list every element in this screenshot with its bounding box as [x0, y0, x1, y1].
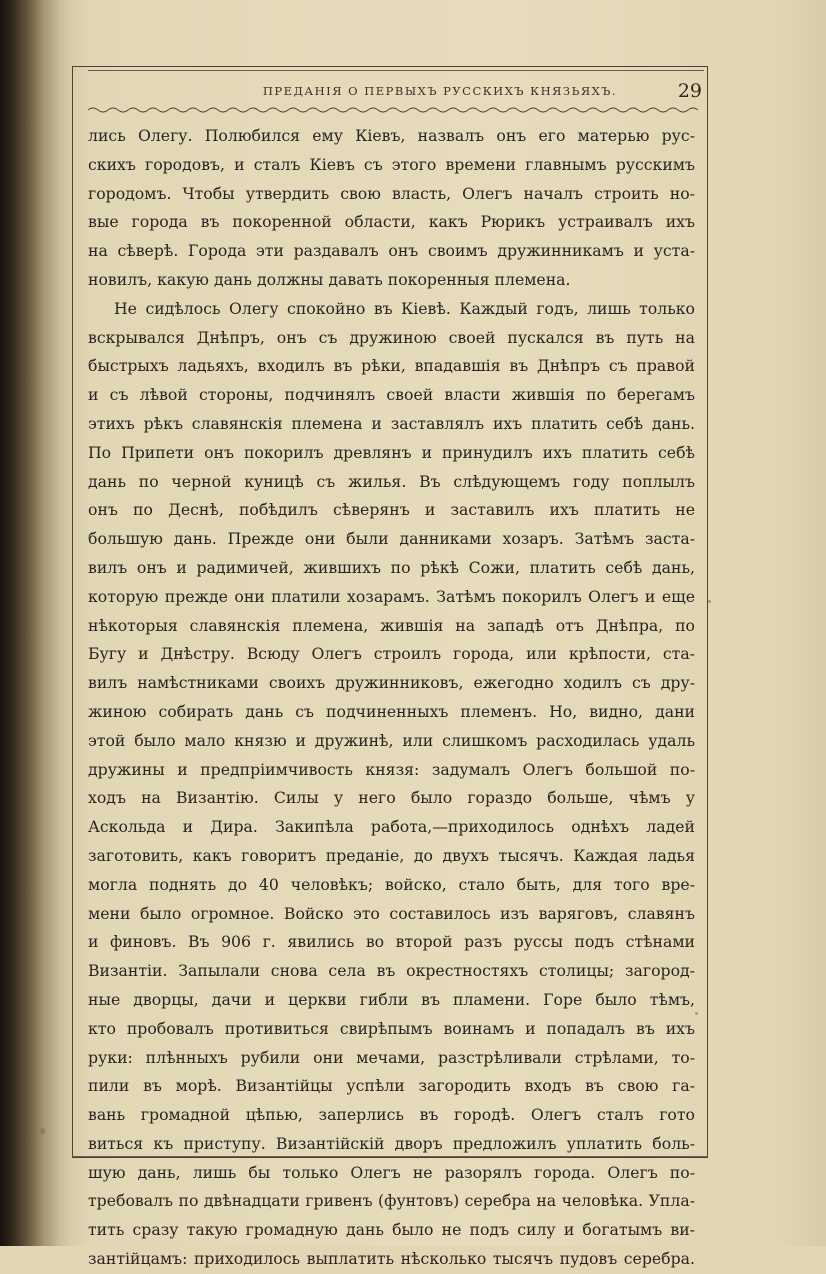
paper-speck — [40, 1128, 45, 1134]
text-line: Византіи. Запылали снова села въ окрестностяхъ столицы; загород- — [88, 961, 695, 981]
page-number: 29 — [677, 80, 702, 102]
text-line: Бугу и Днѣстру. Всюду Олегъ строилъ города, или крѣпости, ста- — [88, 644, 695, 664]
text-line: на сѣверѣ. Города эти раздавалъ онъ своимъ дружинникамъ и уста- — [88, 241, 695, 261]
text-line: вилъ намѣстниками своихъ дружинниковъ, ежегодно ходилъ съ дру- — [88, 673, 695, 693]
text-line: новилъ, какую дань должны давать покоренныя племена. — [88, 269, 571, 289]
book-spine-shadow — [0, 0, 70, 1246]
text-line: большую дань. Прежде они были данниками хозаръ. Затѣмъ заста- — [88, 529, 695, 549]
text-line: этой было мало князю и дружинѣ, или слишкомъ расходилась удаль — [88, 730, 695, 750]
text-line: тить сразу такую громадную дань было не подъ силу и богатымъ ви- — [88, 1220, 695, 1240]
text-line: дружины и предпріимчивость князя: задумалъ Олегъ большой по- — [88, 759, 695, 779]
text-line: шую дань, лишь бы только Олегъ не разорялъ города. Олегъ по- — [88, 1162, 695, 1182]
text-line: зантійцамъ: приходилось выплатить нѣсколько тысячъ пудовъ серебра. — [88, 1249, 695, 1269]
text-line: Не сидѣлось Олегу спокойно въ Кіевѣ. Каждый годъ, лишь только — [114, 298, 695, 318]
text-line: вань громадной цѣпью, заперлись въ городѣ. Олегъ сталъ гото — [88, 1105, 695, 1125]
text-line: дань по черной куницѣ съ жилья. Въ слѣдующемъ году поплылъ — [88, 471, 695, 491]
text-line: нѣкоторыя славянскія племена, жившія на западѣ отъ Днѣпра, по — [88, 615, 695, 635]
text-line: вые города въ покоренной области, какъ Рюрикъ устраивалъ ихъ — [88, 212, 695, 232]
paper-speck — [695, 1012, 698, 1015]
top-rule — [88, 70, 704, 71]
text-line: и съ лѣвой стороны, подчинялъ своей власти жившія по берегамъ — [88, 385, 695, 405]
text-line: могла поднять до 40 человѣкъ; войско, стало быть, для того вре- — [88, 874, 695, 894]
text-line: онъ по Деснѣ, побѣдилъ сѣверянъ и заставилъ ихъ платить не — [88, 500, 695, 520]
text-line: требовалъ по двѣнадцати гривенъ (фунтовъ) серебра на человѣка. Упла- — [88, 1191, 695, 1211]
text-line: кто пробовалъ противиться свирѣпымъ воинамъ и попадалъ въ ихъ — [88, 1018, 695, 1038]
text-line: руки: плѣнныхъ рубили они мечами, разстрѣливали стрѣлами, то- — [88, 1047, 695, 1067]
text-line: вилъ онъ и радимичей, жившихъ по рѣкѣ Сожи, платить себѣ дань, — [88, 557, 695, 577]
text-line: ходъ на Византію. Силы у него было гораздо больше, чѣмъ у — [88, 788, 695, 808]
text-line: городомъ. Чтобы утвердить свою власть, Олегъ началъ строить но- — [88, 183, 695, 203]
text-line: По Припети онъ покорилъ древлянъ и принудилъ ихъ платить себѣ — [88, 442, 695, 462]
text-line: этихъ рѣкъ славянскія племена и заставлялъ ихъ платить себѣ дань. — [88, 413, 695, 433]
text-line: лись Олегу. Полюбился ему Кіевъ, назвалъ онъ его матерью рус- — [88, 126, 695, 145]
text-line: ные дворцы, дачи и церкви гибли въ пламени. Горе было тѣмъ, — [88, 989, 695, 1009]
text-line: быстрыхъ ладьяхъ, входилъ въ рѣки, впадавшія въ Днѣпръ съ правой — [88, 356, 695, 376]
paper-speck — [708, 600, 711, 603]
text-line: пили въ морѣ. Византійцы успѣли загородить входъ въ свою га- — [88, 1076, 695, 1096]
text-line: вскрывался Днѣпръ, онъ съ дружиною своей пускался въ путь на — [88, 327, 695, 347]
bottom-rule — [72, 1156, 708, 1157]
main-text-block — [88, 122, 695, 1274]
running-head: ПРЕДАНІЯ О ПЕРВЫХЪ РУССКИХЪ КНЯЗЬЯХЪ. — [262, 84, 618, 98]
text-line: заготовить, какъ говоритъ преданіе, до двухъ тысячъ. Каждая ладья — [88, 845, 695, 865]
decorative-wavy-rule — [88, 104, 698, 114]
text-line: которую прежде они платили хозарамъ. Затѣмъ покорилъ Олегъ и еще — [88, 586, 695, 606]
text-line: мени было огромное. Войско это составилось изъ варяговъ, славянъ — [88, 903, 695, 923]
text-line: скихъ городовъ, и сталъ Кіевъ съ этого времени главнымъ русскимъ — [88, 154, 695, 174]
text-line: Аскольда и Дира. Закипѣла работа,—приходилось однѣхъ ладей — [88, 817, 695, 837]
text-line: виться къ приступу. Византійскій дворъ предложилъ уплатить боль- — [88, 1133, 695, 1153]
text-line: и финовъ. Въ 906 г. явились во второй разъ руссы подъ стѣнами — [88, 932, 695, 952]
text-line: жиною собирать дань съ подчиненныхъ племенъ. Но, видно, дани — [88, 701, 695, 721]
